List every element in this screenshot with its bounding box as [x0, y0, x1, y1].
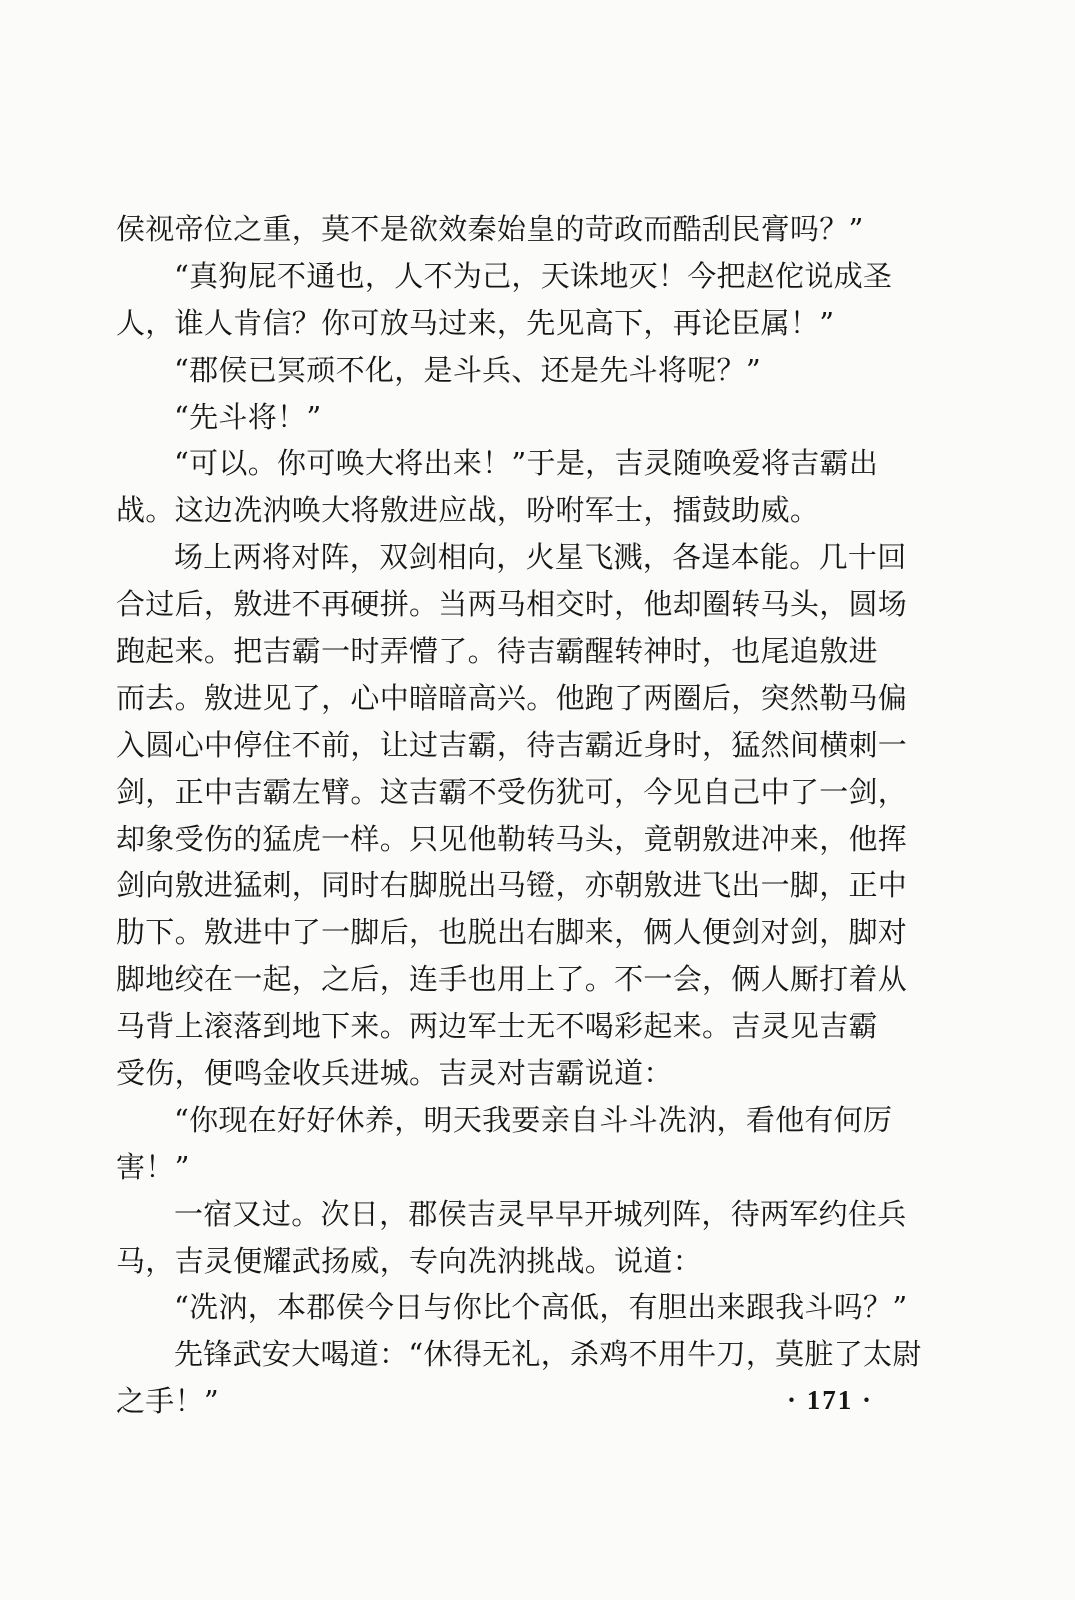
- text-line: 一宿又过。次日，郡侯吉灵早早开城列阵，待两军约住兵: [174, 1196, 907, 1231]
- text-line: 人，谁人肯信？你可放马过来，先见高下，再论臣属！”: [116, 305, 835, 340]
- text-line: 场上两将对阵，双剑相向，火星飞溅，各逞本能。几十回: [174, 540, 907, 575]
- text-line: “冼汭，本郡侯今日与你比个高低，有胆出来跟我斗吗？”: [174, 1290, 908, 1325]
- text-line: 合过后，敫进不再硬拼。当两马相交时，他却圈转马头，圆场: [116, 587, 908, 622]
- text-line: 马背上滚落到地下来。两边军士无不喝彩起来。吉灵见吉霸: [116, 1009, 878, 1044]
- page-number: · 171 ·: [786, 1385, 873, 1415]
- text-line: 却象受伤的猛虎一样。只见他勒转马头，竟朝敫进冲来，他挥: [116, 821, 908, 856]
- text-line: 受伤，便鸣金收兵进城。吉灵对吉霸说道：: [116, 1056, 673, 1091]
- text-line: 而去。敫进见了，心中暗暗高兴。他跑了两圈后，突然勒马偏: [116, 680, 908, 715]
- text-line: 剑向敫进猛刺，同时右脚脱出马镫，亦朝敫进飞出一脚，正中: [116, 868, 908, 903]
- text-line: 战。这边冼汭唤大将敫进应战，吩咐军士，擂鼓助威。: [116, 493, 820, 528]
- text-line: “先斗将！”: [174, 399, 322, 434]
- text-line: 害！”: [116, 1149, 190, 1184]
- text-line: 马，吉灵便耀武扬威，专向冼汭挑战。说道：: [116, 1243, 703, 1278]
- text-line: 肋下。敫进中了一脚后，也脱出右脚来，俩人便剑对剑，脚对: [116, 915, 908, 950]
- text-line: 脚地绞在一起，之后，连手也用上了。不一会，俩人厮打着从: [116, 962, 908, 997]
- text-line: 入圆心中停住不前，让过吉霸，待吉霸近身时，猛然间横刺一: [116, 727, 908, 762]
- text-line: “郡侯已冥顽不化，是斗兵、还是先斗将呢？”: [174, 352, 761, 387]
- text-line: “你现在好好休养，明天我要亲自斗斗冼汭，看他有何厉: [174, 1102, 893, 1137]
- text-line: 侯视帝位之重，莫不是欲效秦始皇的苛政而酷刮民膏吗？”: [116, 212, 864, 246]
- text-line: 之手！”: [116, 1384, 220, 1419]
- text-line: 先锋武安大喝道：“休得无礼，杀鸡不用牛刀，莫脏了太尉: [174, 1337, 922, 1372]
- text-line: 剑，正中吉霸左臂。这吉霸不受伤犹可，今见自己中了一剑，: [116, 774, 908, 809]
- text-line: “可以。你可唤大将出来！”于是，吉灵随唤爱将吉霸出: [174, 446, 879, 481]
- body-text: [116, 206, 924, 1425]
- text-line: 跑起来。把吉霸一时弄懵了。待吉霸醒转神时，也尾追敫进: [116, 634, 878, 669]
- text-line: “真狗屁不通也，人不为己，天诛地灭！今把赵佗说成圣: [174, 258, 893, 293]
